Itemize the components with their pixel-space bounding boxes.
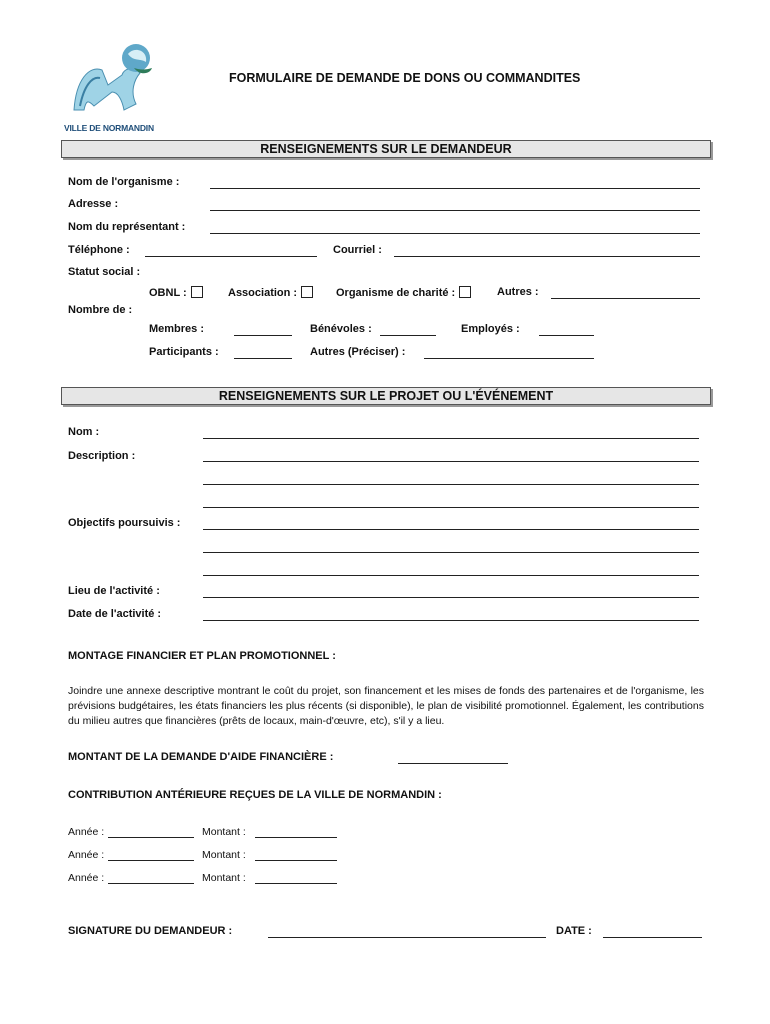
members-label: Membres : [149, 323, 205, 335]
logo [64, 40, 164, 132]
social-status-label: Statut social : [68, 266, 141, 278]
amount-field[interactable] [398, 763, 508, 764]
contribution-year-field-1[interactable] [108, 837, 194, 838]
objectives-field-3[interactable] [203, 575, 699, 576]
financing-heading: MONTAGE FINANCIER ET PLAN PROMOTIONNEL : [68, 650, 336, 662]
logo-caption: VILLE DE NORMANDIN [64, 123, 154, 133]
employees-label: Employés : [461, 323, 520, 335]
contributions-heading: CONTRIBUTION ANTÉRIEURE REÇUES DE LA VILLE DE NORMANDIN : [68, 789, 442, 801]
date-label: DATE : [556, 925, 592, 937]
contribution-year-label-1: Année : [68, 826, 105, 838]
employees-field[interactable] [539, 335, 594, 336]
contribution-amount-field-3[interactable] [255, 883, 337, 884]
contribution-year-field-2[interactable] [108, 860, 194, 861]
participants-label: Participants : [149, 346, 219, 358]
objectives-field-2[interactable] [203, 552, 699, 553]
contribution-year-label-2: Année : [68, 849, 105, 861]
status-charity [336, 286, 471, 299]
location-label: Lieu de l'activité : [68, 585, 160, 597]
section-applicant-heading: RENSEIGNEMENTS SUR LE DEMANDEUR [61, 140, 711, 158]
status-others-label: Autres : [497, 286, 539, 298]
status-charity-label: Organisme de charité : [336, 287, 456, 299]
location-field[interactable] [203, 597, 699, 598]
date-field[interactable] [603, 937, 702, 938]
email-label: Courriel : [333, 244, 382, 256]
status-association [228, 286, 313, 299]
participants-field[interactable] [234, 358, 292, 359]
status-obnl [149, 286, 203, 299]
status-others-field[interactable] [551, 298, 700, 299]
contribution-amount-field-2[interactable] [255, 860, 337, 861]
contribution-amount-label-3: Montant : [202, 872, 246, 884]
address-label: Adresse : [68, 198, 119, 210]
logo-graphic [64, 40, 164, 116]
contribution-amount-label-2: Montant : [202, 849, 246, 861]
contribution-amount-label-1: Montant : [202, 826, 246, 838]
others-specify-field[interactable] [424, 358, 594, 359]
project-name-label: Nom : [68, 426, 100, 438]
signature-label: SIGNATURE DU DEMANDEUR : [68, 925, 233, 937]
volunteers-label: Bénévoles : [310, 323, 372, 335]
activity-date-field[interactable] [203, 620, 699, 621]
obnl-checkbox[interactable] [191, 286, 203, 298]
address-field[interactable] [210, 210, 700, 211]
charity-checkbox[interactable] [459, 286, 471, 298]
count-label: Nombre de : [68, 304, 133, 316]
status-obnl-label: OBNL : [149, 287, 187, 299]
status-association-label: Association : [228, 287, 298, 299]
org-name-label: Nom de l'organisme : [68, 176, 180, 188]
members-field[interactable] [234, 335, 292, 336]
description-field-2[interactable] [203, 484, 699, 485]
others-specify-label: Autres (Préciser) : [310, 346, 406, 358]
representative-label: Nom du représentant : [68, 221, 186, 233]
contribution-year-field-3[interactable] [108, 883, 194, 884]
phone-field[interactable] [145, 256, 317, 257]
email-field[interactable] [394, 256, 700, 257]
section-project-heading: RENSEIGNEMENTS SUR LE PROJET OU L'ÉVÉNEMENT [61, 387, 711, 405]
form-title: FORMULAIRE DE DEMANDE DE DONS OU COMMANDITES [229, 71, 581, 85]
org-name-field[interactable] [210, 188, 700, 189]
activity-date-label: Date de l'activité : [68, 608, 162, 620]
volunteers-field[interactable] [380, 335, 436, 336]
objectives-label: Objectifs poursuivis : [68, 517, 181, 529]
association-checkbox[interactable] [301, 286, 313, 298]
objectives-field-1[interactable] [203, 529, 699, 530]
phone-label: Téléphone : [68, 244, 130, 256]
signature-field[interactable] [268, 937, 546, 938]
project-name-field[interactable] [203, 438, 699, 439]
contribution-year-label-3: Année : [68, 872, 105, 884]
description-label: Description : [68, 450, 136, 462]
description-field-3[interactable] [203, 507, 699, 508]
contribution-amount-field-1[interactable] [255, 837, 337, 838]
financing-text: Joindre une annexe descriptive montrant le coût du projet, son financement et les mises de fonds des partenaires et de l'organisme, les prévisions budgétaires, les états financiers les plus récents (si disponible), le plan de visibilité promotionnel. Également, les contributions du milieu autres que financières (prêts de locaux, main-d'œuvre, etc), s'il y a lieu. [68, 685, 704, 727]
description-field-1[interactable] [203, 461, 699, 462]
representative-field[interactable] [210, 233, 700, 234]
amount-label: MONTANT DE LA DEMANDE D'AIDE FINANCIÈRE : [68, 751, 334, 763]
